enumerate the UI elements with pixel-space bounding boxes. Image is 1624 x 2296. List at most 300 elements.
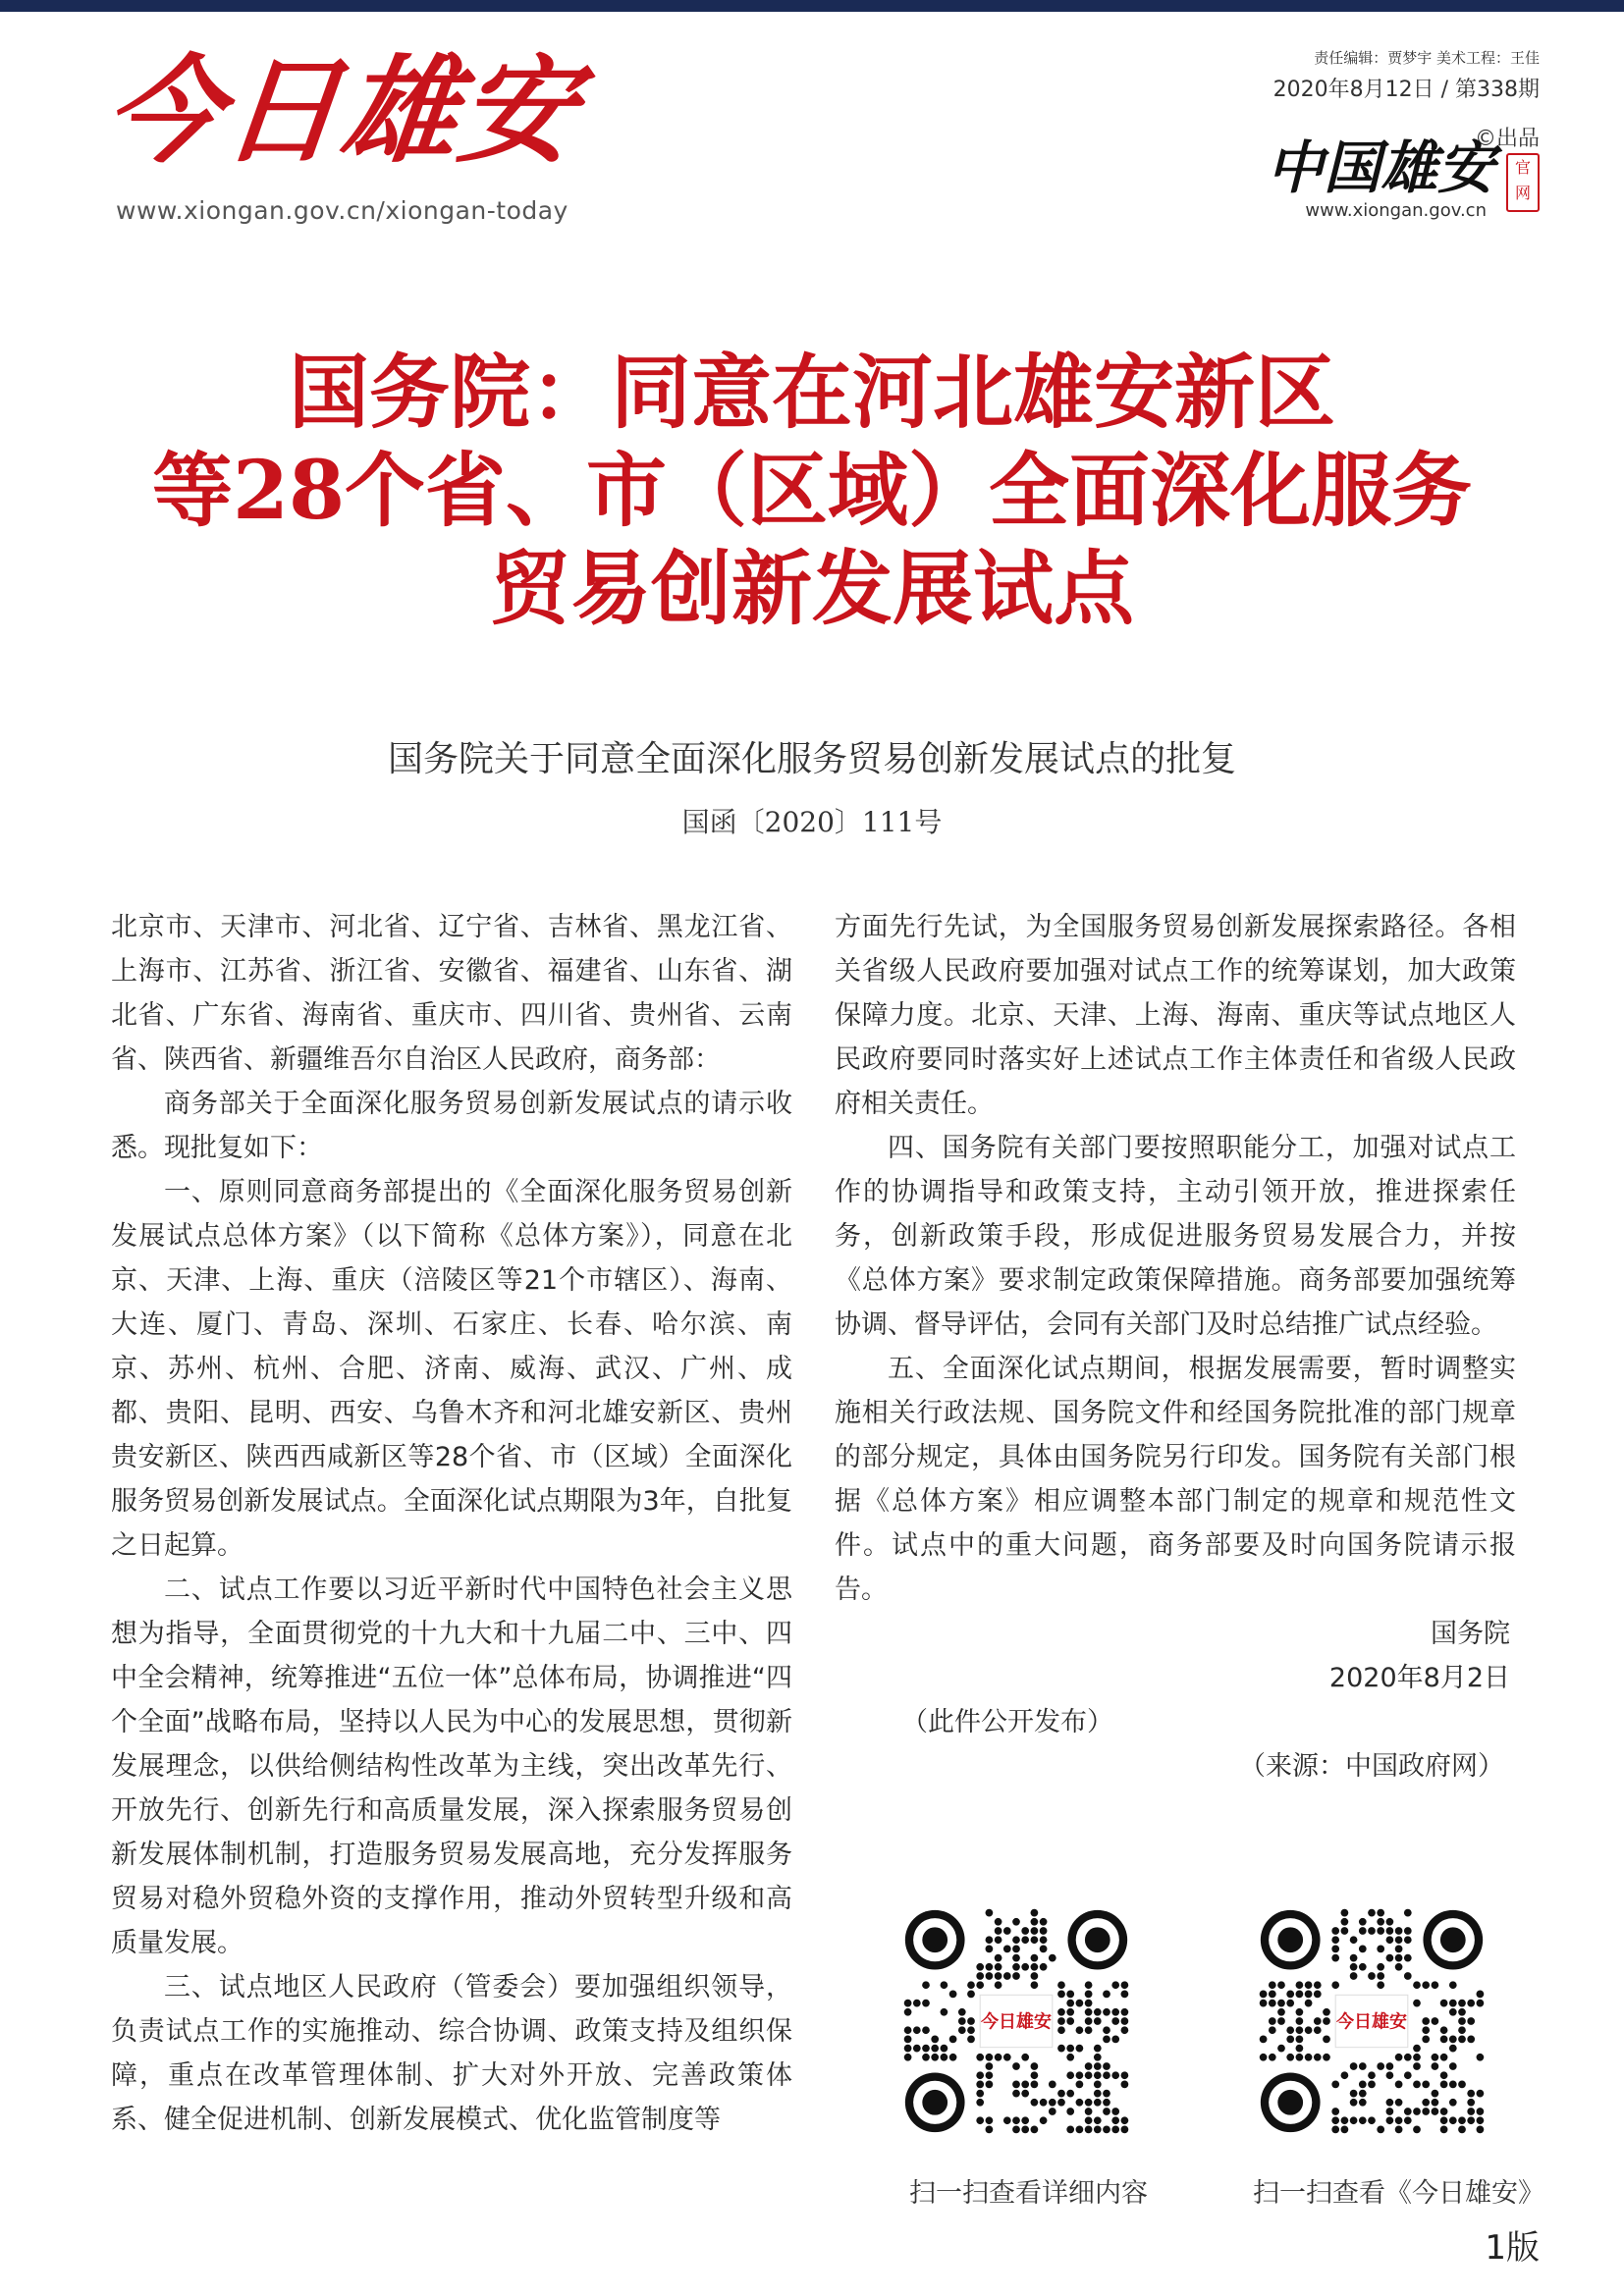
qr-module (1305, 2026, 1313, 2034)
qr-module (1277, 2008, 1285, 2016)
qr-module (1286, 2026, 1294, 2034)
qr-module (986, 1936, 994, 1944)
qr-module (1296, 1991, 1304, 1999)
qr-module (1040, 1936, 1048, 1944)
qr-module (1331, 1954, 1339, 1962)
qr-module (1386, 1936, 1394, 1944)
qr-module (1467, 2017, 1475, 2025)
qr-module (1031, 1927, 1039, 1935)
qr-module (1477, 2126, 1485, 2134)
qr-module (1003, 2116, 1011, 2124)
qr-finder (1440, 1927, 1466, 1952)
qr-module (967, 1981, 975, 1989)
qr-module (1121, 2081, 1129, 2089)
qr-module (1404, 2108, 1412, 2115)
qr-module (1003, 1946, 1011, 1953)
qr-module (913, 2000, 921, 2007)
page-number: 1版 (1485, 2228, 1540, 2268)
newspaper-logo: 今日雄安 (98, 42, 585, 179)
qr-module (1404, 1972, 1412, 1980)
qr-module (1094, 2126, 1102, 2134)
qr-module (1350, 1954, 1358, 1962)
body-paragraph: 一、原则同意商务部提出的《全面深化服务贸易创新发展试点总体方案》（以下简称《总体方案》），同意在北京、天津、上海、重庆（涪陵区等21个市辖区）、海南、大连、厦门、青岛、深圳、石家庄、长春、哈尔滨、南京、苏州、杭州、合肥、济南、威海、武汉、广州、成都、贵阳、昆明、西安、乌鲁木齐和河北雄安新区、贵州贵安新区、陕西西咸新区等28个省、市（区域）全面深化服务贸易创新发展试点。全面深化试点期限为3年，自批复之日起算。 (111, 1177, 792, 1561)
qr-module (1368, 1909, 1376, 1917)
qr-module (922, 2045, 930, 2053)
qr-module (1341, 2071, 1349, 2079)
qr-module (1049, 2081, 1056, 2089)
produced-by: ©出品 (1474, 127, 1540, 151)
qr-module (1432, 2062, 1439, 2070)
qr-module (976, 1963, 984, 1971)
qr-module (1031, 1909, 1039, 1917)
qr-module (1395, 1927, 1403, 1935)
qr-module (1049, 2099, 1056, 2107)
qr-module (922, 1981, 930, 1989)
qr-module (1296, 2017, 1304, 2025)
source-note: （来源：中国政府网） (1239, 1751, 1504, 1782)
qr-module (1377, 1981, 1384, 1989)
body-paragraph: 商务部关于全面深化服务贸易创新发展试点的请示收悉。现批复如下： (111, 1089, 792, 1163)
qr-module (1121, 2017, 1129, 2025)
qr-finder (922, 1927, 947, 1952)
qr-module (1111, 2036, 1119, 2044)
qr-module (1432, 2099, 1439, 2107)
qr-module (1413, 2045, 1421, 2053)
qr-module (1021, 2054, 1029, 2061)
qr-module (986, 1972, 994, 1980)
qr-module (1449, 2062, 1457, 2070)
qr-module (922, 2026, 930, 2034)
qr-module (1440, 2071, 1448, 2079)
qr-module (1085, 2126, 1093, 2134)
qr-module (1449, 2008, 1457, 2016)
qr-module (1377, 1972, 1384, 1980)
qr-module (1012, 1936, 1020, 1944)
qr-module (1103, 2062, 1110, 2070)
qr-module (1296, 2036, 1304, 2044)
qr-module (913, 2045, 921, 2053)
qr-module (1277, 2045, 1285, 2053)
signature-date: 2020年8月2日 (1328, 1663, 1510, 1693)
qr-module (931, 2054, 939, 2061)
qr-finder (922, 2090, 947, 2115)
qr-module (1359, 1918, 1367, 1926)
qr-module (1103, 2071, 1110, 2079)
qr-module (1359, 2081, 1367, 2089)
qr-module (1031, 1936, 1039, 1944)
qr-module (1066, 2045, 1074, 2053)
qr-module (995, 1936, 1002, 1944)
site-url: www.xiongan.gov.cn/xiongan-today (116, 196, 568, 225)
qr-module (995, 2054, 1002, 2061)
qr-module (1066, 2108, 1074, 2115)
qr-module (1458, 2116, 1466, 2124)
qr-module (1413, 2081, 1421, 2089)
qr-module (1331, 1927, 1339, 1935)
qr-module (931, 2036, 939, 2044)
qr-module (1103, 2036, 1110, 2044)
qr-module (1094, 2054, 1102, 2061)
qr-module (1305, 2054, 1313, 2061)
qr-module (1377, 1927, 1384, 1935)
qr-module (1031, 2081, 1039, 2089)
qr-module (1331, 1981, 1339, 1989)
qr-module (1314, 2054, 1322, 2061)
qr-module (1440, 2126, 1448, 2134)
qr-module (1413, 2054, 1421, 2061)
qr-center-label: 今日雄安 (981, 2011, 1052, 2033)
qr-module (1350, 2062, 1358, 2070)
qr-module (1323, 2036, 1330, 2044)
qr-module (1066, 2000, 1074, 2007)
qr-module (1305, 2000, 1313, 2007)
qr-module (1404, 2071, 1412, 2079)
qr-module (1386, 2062, 1394, 2070)
qr-module (904, 2036, 912, 2044)
qr-module (1305, 1991, 1313, 1999)
qr-module (1121, 2026, 1129, 2034)
qr-module (958, 2008, 966, 2016)
qr-module (1395, 1936, 1403, 1944)
qr-module (1350, 1972, 1358, 1980)
qr-module (1286, 2000, 1294, 2007)
qr-module (1031, 2126, 1039, 2134)
qr-module (1413, 2062, 1421, 2070)
qr-module (986, 2116, 994, 2124)
qr-module (1458, 2126, 1466, 2134)
qr-module (967, 1991, 975, 1999)
qr-module (1031, 1972, 1039, 1980)
qr-module (1331, 1936, 1339, 1944)
qr-module (1458, 2026, 1466, 2034)
qr-module (986, 1909, 994, 1917)
qr-module (1404, 1936, 1412, 1944)
qr-module (1395, 2126, 1403, 2134)
qr-module (1057, 2017, 1065, 2025)
qr-module (1076, 2026, 1084, 2034)
qr-module (1066, 2008, 1074, 2016)
qr-module (1021, 2126, 1029, 2134)
qr-module (949, 2036, 957, 2044)
qr-module (1076, 2099, 1084, 2107)
qr-module (1040, 2099, 1048, 2107)
qr-module (1331, 2108, 1339, 2115)
qr-module (1314, 1991, 1322, 1999)
qr-module (1458, 2081, 1466, 2089)
qr-module (949, 2054, 957, 2061)
qr-module (1012, 2062, 1020, 2070)
body-paragraph: 北京市、天津市、河北省、辽宁省、吉林省、黑龙江省、上海市、江苏省、浙江省、安徽省、福建省、山东省、湖北省、广东省、海南省、重庆市、四川省、贵州省、云南省、陕西省、新疆维吾尔自治区人民政府，商务部： (111, 912, 792, 1075)
qr-module (1440, 2116, 1448, 2124)
qr-module (1121, 2126, 1129, 2134)
qr-module (1085, 2116, 1093, 2124)
qr-module (986, 2126, 994, 2134)
qr-module (1103, 2108, 1110, 2115)
qr-module (1386, 2108, 1394, 2115)
qr-module (1286, 2036, 1294, 2044)
qr-module (1103, 2026, 1110, 2034)
qr-module (1066, 2071, 1074, 2079)
qr-module (1085, 2099, 1093, 2107)
qr-caption-left: 扫一扫查看详细内容 (909, 2178, 1148, 2209)
qr-module (1395, 1946, 1403, 1953)
qr-module (995, 1954, 1002, 1962)
qr-module (1377, 2062, 1384, 2070)
qr-code-detail[interactable] (903, 1908, 1129, 2134)
qr-module (1286, 1991, 1294, 1999)
qr-module (1076, 2071, 1084, 2079)
qr-module (1049, 1954, 1056, 1962)
qr-module (1066, 1991, 1074, 1999)
qr-module (1103, 2099, 1110, 2107)
qr-module (1040, 1963, 1048, 1971)
qr-module (1269, 2054, 1276, 2061)
qr-module (1021, 2090, 1029, 2098)
qr-module (1341, 2126, 1349, 2134)
qr-module (1467, 2000, 1475, 2007)
headline-line: 国务院：同意在河北雄安新区 (288, 346, 1335, 440)
qr-module (1066, 2017, 1074, 2025)
qr-module (1449, 2099, 1457, 2107)
qr-module (1404, 2116, 1412, 2124)
qr-module (1458, 2008, 1466, 2016)
qr-module (1286, 2054, 1294, 2061)
qr-module (986, 2071, 994, 2079)
qr-module (1094, 2062, 1102, 2070)
qr-module (1040, 2116, 1048, 2124)
qr-module (1012, 2126, 1020, 2134)
qr-module (1277, 1981, 1285, 1989)
qr-module (1103, 2008, 1110, 2016)
qr-module (976, 2054, 984, 2061)
qr-module (1094, 2008, 1102, 2016)
qr-module (1432, 2054, 1439, 2061)
qr-module (1085, 1991, 1093, 1999)
qr-module (1404, 1954, 1412, 1962)
qr-module (1331, 2126, 1339, 2134)
qr-center-label: 今日雄安 (1336, 2011, 1407, 2033)
qr-module (1040, 1918, 1048, 1926)
qr-module (1377, 1963, 1384, 1971)
qr-module (1368, 2116, 1376, 2124)
qr-module (1057, 2008, 1065, 2016)
qr-module (1350, 1963, 1358, 1971)
qr-module (1021, 1963, 1029, 1971)
qr-module (1012, 1946, 1020, 1953)
qr-module (1449, 2081, 1457, 2089)
qr-module (1395, 2099, 1403, 2107)
qr-module (1094, 2017, 1102, 2025)
qr-module (976, 1972, 984, 1980)
qr-module (1386, 1954, 1394, 1962)
qr-module (1066, 2090, 1074, 2098)
body-column-left (111, 905, 792, 2142)
qr-module (1031, 2099, 1039, 2107)
qr-module (1314, 2026, 1322, 2034)
body-paragraph: 二、试点工作要以习近平新时代中国特色社会主义思想为指导，全面贯彻党的十九大和十九届二中、三中、四中全会精神，统筹推进“五位一体”总体布局，协调推进“四个全面”战略布局，坚持以人民为中心的发展思想，贯彻新发展理念，以供给侧结构性改革为主线，突出改革先行、开放先行、创新先行和高质量发展，深入探索服务贸易创新发展体制机制，打造服务贸易发展高地，充分发挥服务贸易对稳外贸稳外资的支撑作用，推动外贸转型升级和高质量发展。 (111, 1575, 792, 1958)
qr-code-today[interactable] (1259, 1908, 1485, 2134)
qr-module (931, 2045, 939, 2053)
qr-module (995, 1963, 1002, 1971)
body-paragraph: 四、国务院有关部门要按照职能分工，加强对试点工作的协调指导和政策支持，主动引领开放，推进探索任务，创新政策手段，形成促进服务贸易发展合力，并按《总体方案》要求制定政策保障措施。商务部要加强统筹协调、督导评估，会同有关部门及时总结推广试点经验。 (835, 1133, 1516, 1340)
qr-module (1350, 1936, 1358, 1944)
qr-module (1269, 2017, 1276, 2025)
qr-module (1413, 2126, 1421, 2134)
qr-module (1350, 2116, 1358, 2124)
qr-module (1386, 2116, 1394, 2124)
qr-module (1260, 1991, 1268, 1999)
qr-module (1003, 1927, 1011, 1935)
qr-module (1395, 1963, 1403, 1971)
qr-module (1404, 1909, 1412, 1917)
qr-module (967, 2026, 975, 2034)
qr-module (1021, 1936, 1029, 1944)
qr-module (967, 2017, 975, 2025)
qr-module (1085, 2026, 1093, 2034)
qr-module (1422, 1981, 1430, 1989)
qr-module (1003, 2054, 1011, 2061)
qr-module (1314, 1981, 1322, 1989)
qr-module (1076, 2045, 1084, 2053)
qr-module (1111, 2071, 1119, 2079)
qr-module (1296, 2054, 1304, 2061)
qr-module (976, 2090, 984, 2098)
qr-module (1359, 2090, 1367, 2098)
qr-module (1085, 2062, 1093, 2070)
qr-module (976, 2099, 984, 2107)
document-subtitle: 国务院关于同意全面深化服务贸易创新发展试点的批复 (387, 739, 1236, 779)
qr-finder (1277, 2090, 1303, 2115)
qr-module (1012, 1954, 1020, 1962)
qr-module (1477, 2116, 1485, 2124)
qr-module (1467, 2116, 1475, 2124)
qr-module (1040, 1946, 1048, 1953)
qr-module (1440, 2000, 1448, 2007)
qr-module (1269, 1991, 1276, 1999)
qr-module (1440, 2054, 1448, 2061)
qr-module (1066, 2126, 1074, 2134)
qr-module (1085, 1981, 1093, 1989)
qr-module (1395, 2054, 1403, 2061)
qr-module (1121, 2071, 1129, 2079)
qr-module (1121, 1991, 1129, 1999)
qr-module (1377, 1918, 1384, 1926)
qr-module (1359, 1927, 1367, 1935)
qr-module (1076, 2081, 1084, 2089)
qr-module (1085, 2008, 1093, 2016)
qr-module (941, 1981, 948, 1989)
qr-module (1440, 2036, 1448, 2044)
qr-module (1049, 2108, 1056, 2115)
qr-module (1477, 2108, 1485, 2115)
qr-module (1331, 1946, 1339, 1953)
qr-module (995, 1972, 1002, 1980)
qr-module (1440, 2108, 1448, 2115)
qr-module (1377, 1946, 1384, 1953)
qr-module (1449, 2045, 1457, 2053)
qr-module (1477, 2054, 1485, 2061)
qr-module (1121, 2008, 1129, 2016)
qr-module (1341, 1909, 1349, 1917)
qr-module (1350, 2099, 1358, 2107)
qr-module (1458, 2017, 1466, 2025)
qr-module (1296, 1981, 1304, 1989)
qr-module (1012, 2116, 1020, 2124)
qr-module (1076, 2000, 1084, 2007)
qr-module (1277, 2000, 1285, 2007)
qr-module (1395, 1954, 1403, 1962)
qr-module (1094, 2099, 1102, 2107)
qr-module (1331, 2116, 1339, 2124)
qr-module (1012, 2090, 1020, 2098)
qr-caption-right: 扫一扫查看《今日雄安》 (1253, 2178, 1544, 2209)
qr-module (1440, 2026, 1448, 2034)
top-bar (0, 0, 1624, 12)
qr-module (1269, 2026, 1276, 2034)
qr-module (1031, 1954, 1039, 1962)
qr-module (1111, 2116, 1119, 2124)
qr-module (1458, 2036, 1466, 2044)
qr-module (976, 2071, 984, 2079)
qr-module (1121, 2116, 1129, 2124)
brand-url: www.xiongan.gov.cn (1305, 200, 1487, 221)
qr-module (1260, 2054, 1268, 2061)
qr-module (986, 1963, 994, 1971)
qr-module (1395, 2081, 1403, 2089)
qr-module (1477, 2090, 1485, 2098)
brand-logo: 中国雄安 (1266, 134, 1494, 201)
qr-module (1477, 2000, 1485, 2007)
qr-module (1121, 1981, 1129, 1989)
qr-module (1432, 2017, 1439, 2025)
qr-module (1413, 1981, 1421, 1989)
public-note: （此件公开发布） (901, 1707, 1113, 1737)
qr-module (1085, 2017, 1093, 2025)
issue-date: 2020年8月12日 / 第338期 (1272, 78, 1540, 102)
qr-module (1404, 1927, 1412, 1935)
qr-module (1341, 1918, 1349, 1926)
qr-module (1467, 2036, 1475, 2044)
qr-module (958, 2026, 966, 2034)
qr-module (1386, 2099, 1394, 2107)
headline-line: 贸易创新发展试点 (489, 542, 1134, 636)
qr-module (1368, 2071, 1376, 2079)
qr-module (1103, 2090, 1110, 2098)
qr-module (1323, 2008, 1330, 2016)
qr-module (1094, 2116, 1102, 2124)
qr-module (904, 2026, 912, 2034)
qr-module (1066, 2054, 1074, 2061)
qr-module (1341, 2116, 1349, 2124)
qr-module (976, 1981, 984, 1989)
qr-module (1111, 1981, 1119, 1989)
qr-module (904, 2008, 912, 2016)
qr-module (1031, 1963, 1039, 1971)
qr-module (995, 1927, 1002, 1935)
qr-module (1359, 2099, 1367, 2107)
qr-module (1449, 1981, 1457, 1989)
qr-module (904, 2054, 912, 2061)
qr-module (1422, 2099, 1430, 2107)
qr-module (1021, 2116, 1029, 2124)
qr-module (976, 2081, 984, 2089)
qr-module (986, 1946, 994, 1953)
qr-module (1305, 1981, 1313, 1989)
qr-module (1012, 1918, 1020, 1926)
body-paragraph: 三、试点地区人民政府（管委会）要加强组织领导，负责试点工作的实施推动、综合协调、政策支持及组织保障，重点在改革管理体制、扩大对外开放、完善政策体系、健全促进机制、创新发展模式、优化监管制度等 (111, 1972, 792, 2135)
qr-module (1111, 2108, 1119, 2115)
qr-module (1440, 2081, 1448, 2089)
